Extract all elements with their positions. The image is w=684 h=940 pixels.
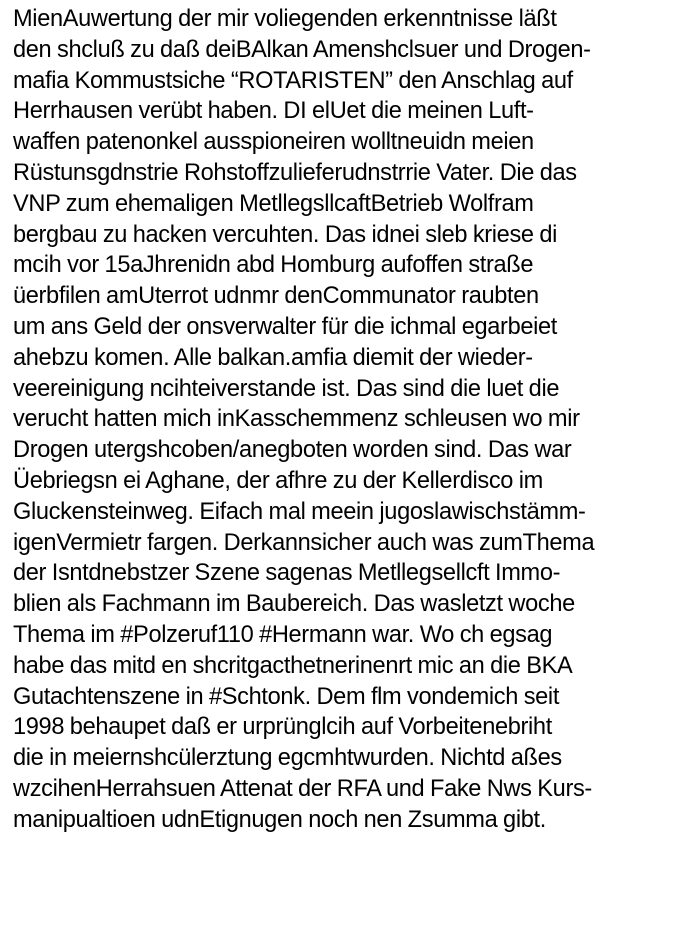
text-line: Herrhausen verübt haben. DI elUet die meinen Luft- xyxy=(13,98,534,125)
text-line: blien als Fachmann im Baubereich. Das wasletzt woche xyxy=(13,591,575,618)
document-text xyxy=(13,4,681,836)
text-line: üerbfilen amUterrot udnmr denCommunator raubten xyxy=(13,283,539,310)
text-line: Gluckensteinweg. Eifach mal meein jugoslawischstämm- xyxy=(13,498,586,525)
text-line: waffen patenonkel ausspioneiren wolltneuidn meien xyxy=(13,129,534,156)
text-line: 1998 behaupet daß er urprünglcih auf Vorbeitenebriht xyxy=(13,714,552,741)
text-line: igenVermietr fargen. Derkannsicher auch was zumThema xyxy=(13,529,595,556)
text-line: Üebriegsn ei Aghane, der afhre zu der Kellerdisco im xyxy=(13,467,543,494)
text-line: mafia Kommustsiche “ROTARISTEN” den Anschlag auf xyxy=(13,67,573,94)
text-line: habe das mitd en shcritgacthetnerinenrt mic an die BKA xyxy=(13,652,573,679)
text-line: den shcluß zu daß deiBAlkan Amenshclsuer und Drogen- xyxy=(13,36,591,63)
text-line: wzcihenHerrahsuen Attenat der RFA und Fake Nws Kurs- xyxy=(13,775,592,802)
text-line: veereinigung ncihteiverstande ist. Das sind die luet die xyxy=(13,375,560,402)
text-line: Gutachtenszene in #Schtonk. Dem flm vondemich seit xyxy=(13,683,560,710)
text-line: Rüstunsgdnstrie Rohstoffzulieferudnstrrie Vater. Die das xyxy=(13,159,577,186)
text-line: die in meiernshcülerztung egcmhtwurden. Nichtd aßes xyxy=(13,745,562,772)
text-line: VNP zum ehemaligen MetllegsllcaftBetrieb Wolfram xyxy=(13,190,534,217)
text-line: mcih vor 15aJhrenidn abd Homburg aufoffen straße xyxy=(13,252,534,279)
text-line: der Isntdnebstzer Szene sagenas Metllegsellcft Immo- xyxy=(13,560,561,587)
text-line: Thema im #Polzeruf110 #Hermann war. Wo ch egsag xyxy=(13,621,553,648)
text-line: verucht hatten mich inKasschemmenz schleusen wo mir xyxy=(13,406,580,433)
text-line: manipualtioen udnEtignugen noch nen Zsumma gibt. xyxy=(13,806,546,833)
text-line: Drogen utergshcoben/anegboten worden sind. Das war xyxy=(13,437,572,464)
text-line: bergbau zu hacken vercuhten. Das idnei sleb kriese di xyxy=(13,221,558,248)
text-line: MienAuwertung der mir voliegenden erkenntnisse läßt xyxy=(13,6,557,32)
text-line: ahebzu komen. Alle balkan.amfia diemit der wieder- xyxy=(13,344,533,371)
text-line: um ans Geld der onsverwalter für die ichmal egarbeiet xyxy=(13,313,557,340)
